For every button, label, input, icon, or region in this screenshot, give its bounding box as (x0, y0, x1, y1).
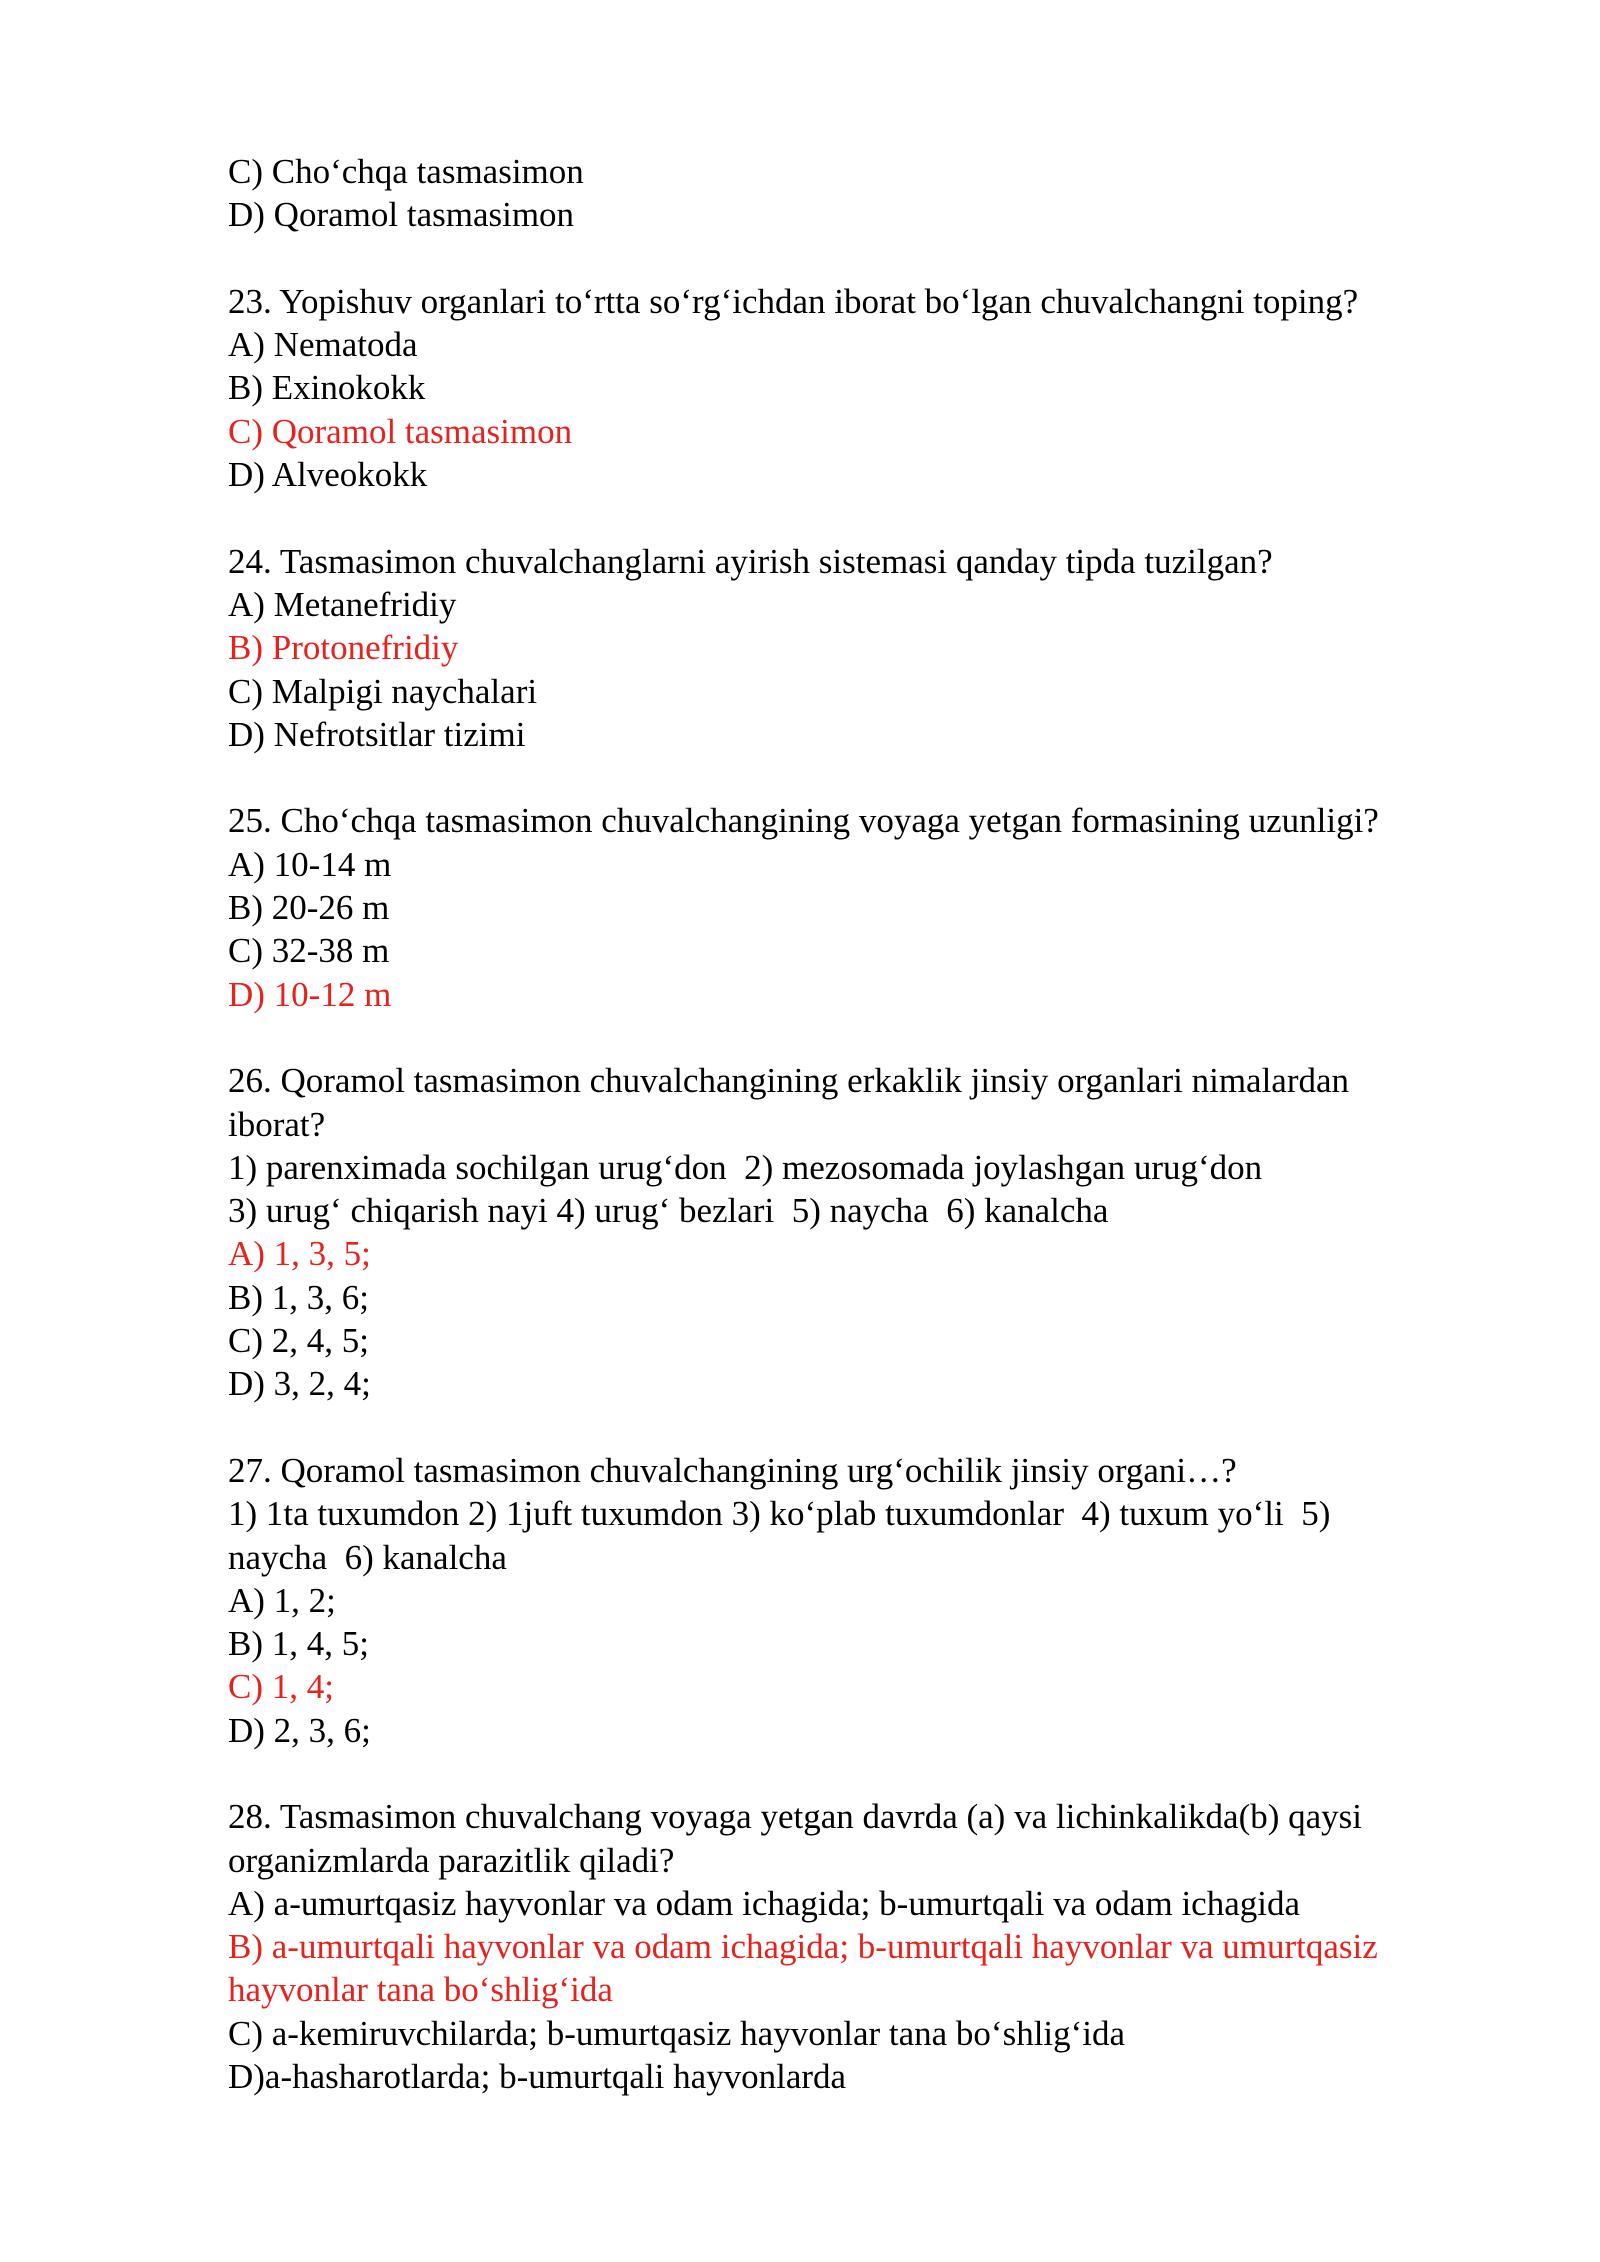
spacer (228, 1406, 1478, 1449)
question-text: 24. Tasmasimon chuvalchanglarni ayirish sistemasi qanday tipda tuzilgan? (228, 541, 1273, 581)
items-line-1: 1) 1ta tuxumdon 2) 1juft tuxumdon 3) ko‘plab tuxumdonlar 4) tuxum yo‘li 5) (228, 1494, 1331, 1534)
option-d: D) Qoramol tasmasimon (228, 195, 575, 235)
option-d: D) Alveokokk (228, 455, 428, 495)
option-b: B) 1, 3, 6; (228, 1277, 369, 1317)
option-a: A) Nematoda (228, 325, 418, 365)
items-line-2: naycha 6) kanalcha (228, 1537, 507, 1577)
items-line-1: 1) parenximada sochilgan urug‘don 2) mezosomada joylashgan urug‘don (228, 1147, 1263, 1187)
question-text-line-2: iborat? (228, 1104, 326, 1144)
question-26 (228, 1059, 1478, 1405)
spacer (228, 496, 1478, 539)
option-a: A) Metanefridiy (228, 584, 457, 624)
spacer (228, 237, 1478, 280)
question-23 (228, 280, 1478, 496)
option-a-correct: A) 1, 3, 5; (228, 1234, 371, 1274)
spacer (228, 756, 1478, 799)
option-a: A) a-umurtqasiz hayvonlar va odam ichagida; b-umurtqali va odam ichagida (228, 1883, 1300, 1923)
option-a: A) 10-14 m (228, 844, 392, 884)
question-text: 23. Yopishuv organlari to‘rtta so‘rg‘ichdan iborat bo‘lgan chuvalchangni toping? (228, 281, 1359, 321)
question-25 (228, 799, 1478, 1015)
question-27 (228, 1449, 1478, 1752)
prev-question-options (228, 150, 1478, 237)
option-b: B) Exinokokk (228, 368, 426, 408)
option-c: C) 32-38 m (228, 931, 390, 971)
spacer (228, 1752, 1478, 1795)
question-text-line-1: 28. Tasmasimon chuvalchang voyaga yetgan davrda (a) va lichinkalikda(b) qaysi (228, 1797, 1363, 1837)
question-text-line-2: organizmlarda parazitlik qiladi? (228, 1840, 675, 1880)
document-page (228, 150, 1478, 2098)
question-text: 27. Qoramol tasmasimon chuvalchangining urg‘ochilik jinsiy organi…? (228, 1450, 1237, 1490)
option-c: C) Cho‘chqa tasmasimon (228, 152, 584, 191)
option-d: D) Nefrotsitlar tizimi (228, 714, 526, 754)
option-b-correct: B) Protonefridiy (228, 628, 459, 668)
option-b-correct: B) a-umurtqali hayvonlar va odam ichagida; b-umurtqali hayvonlar va umurtqasiz (228, 1927, 1378, 1967)
items-line-2: 3) urug‘ chiqarish nayi 4) urug‘ bezlari 5) naycha 6) kanalcha (228, 1191, 1109, 1231)
option-d: D) 2, 3, 6; (228, 1710, 371, 1750)
spacer (228, 1016, 1478, 1059)
option-b: B) 20-26 m (228, 888, 390, 928)
option-c: C) a-kemiruvchilarda; b-umurtqasiz hayvonlar tana bo‘shlig‘ida (228, 2013, 1126, 2053)
option-d: D)a-hasharotlarda; b-umurtqali hayvonlarda (228, 2057, 847, 2097)
question-28 (228, 1795, 1478, 2098)
option-b: B) 1, 4, 5; (228, 1624, 369, 1664)
question-text: 25. Cho‘chqa tasmasimon chuvalchangining voyaga yetgan formasining uzunligi? (228, 801, 1379, 841)
option-c: C) Malpigi naychalari (228, 671, 538, 711)
question-24 (228, 540, 1478, 756)
question-text-line-1: 26. Qoramol tasmasimon chuvalchangining erkaklik jinsiy organlari nimalardan (228, 1061, 1350, 1101)
option-d: D) 3, 2, 4; (228, 1364, 371, 1404)
option-d-correct: D) 10-12 m (228, 974, 392, 1014)
option-c-correct: C) Qoramol tasmasimon (228, 411, 573, 451)
option-a: A) 1, 2; (228, 1580, 336, 1620)
option-b-correct-continued: hayvonlar tana bo‘shlig‘ida (228, 1970, 613, 2010)
option-c-correct: C) 1, 4; (228, 1667, 334, 1707)
option-c: C) 2, 4, 5; (228, 1321, 369, 1361)
